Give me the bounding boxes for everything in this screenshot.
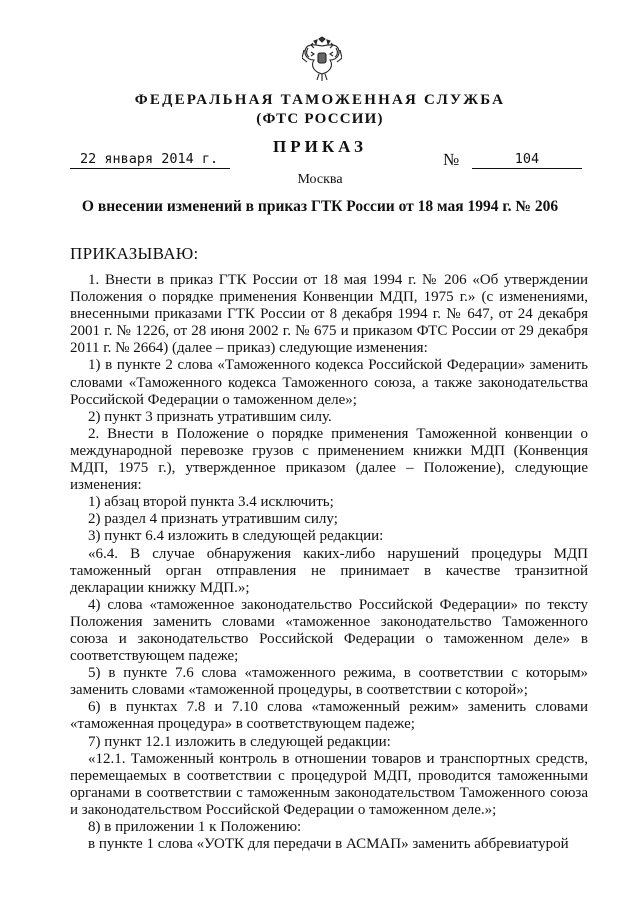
paragraph: 5) в пункте 7.6 слова «таможенного режима, в соответствии с которым» заменить словами «таможенной процедуры, в соответствии с которой»; bbox=[70, 665, 588, 699]
paragraph: 1) в пункте 2 слова «Таможенного кодекса Российской Федерации» заменить словами «Таможенного кодекса Таможенного союза, а также законодательства Российской Федерации о таможенном деле»; bbox=[70, 357, 588, 408]
paragraph: в пункте 1 слова «УОТК для передачи в АСМАП» заменить аббревиатурой bbox=[88, 836, 569, 853]
paragraph: 8) в приложении 1 к Положению: bbox=[88, 819, 302, 835]
city: Москва bbox=[297, 172, 343, 187]
paragraph: «6.4. В случае обнаружения каких-либо нарушений процедуры МДП таможенный орган отправления не принимает в качестве транзитной декларации книжку МДП.»; bbox=[70, 545, 588, 596]
paragraph: 2) пункт 3 признать утратившим силу. bbox=[88, 408, 332, 425]
paragraph: 7) пункт 12.1 изложить в следующей редакции: bbox=[88, 733, 391, 750]
paragraph: 1. Внести в приказ ГТК России от 18 мая 1994 г. № 206 «Об утверждении Положения о порядке применения Конвенции МДП, 1975 г.» (с изменениями, внесенными приказами ГТК России от 8 декабря 1994 г. № 647, от 24 декабря 2001 г. № 1226, от 28 июня 2002 г. № 675 и приказом ФТС России от 29 декабря 2011 г. № 2664) (далее – приказ) следующие изменения: bbox=[70, 272, 588, 357]
document-date: 22 января 2014 г. bbox=[70, 151, 230, 169]
document-number: 104 bbox=[472, 151, 582, 169]
paragraph: 4) слова «таможенное законодательство Российской Федерации» по тексту Положения заменить словами «таможенное законодательство Таможенного союза и законодательство Российской Федерации о таможенном деле» в соответствующем падеже; bbox=[70, 596, 588, 665]
document-type: ПРИКАЗ bbox=[273, 137, 367, 156]
document-title: О внесении изменений в приказ ГТК России от 18 мая 1994 г. № 206 bbox=[81, 198, 559, 215]
paragraph: «12.1. Таможенный контроль в отношении товаров и транспортных средств, перемещаемых в соответствии с процедурой МДП, проводится таможенными органами в соответствии с таможенным законодательством Таможенного союза и законодательством Российской Федерации о таможенном деле.»; bbox=[70, 750, 588, 818]
paragraph: 3) пункт 6.4 изложить в следующей редакции: bbox=[88, 528, 384, 545]
agency-short-name: (ФТС РОССИИ) bbox=[256, 111, 384, 127]
paragraph: 2. Внести в Положение о порядке применения Таможенной конвенции о международной перевозке грузов с применением книжки МДП (Конвенция МДП, 1975 г.), утвержденное приказом (далее – Положение), следующие изменения: bbox=[70, 425, 588, 494]
document-body bbox=[70, 272, 588, 853]
order-word: ПРИКАЗЫВАЮ: bbox=[70, 244, 199, 263]
number-label: № bbox=[443, 150, 460, 169]
paragraph: 2) раздел 4 признать утратившим силу; bbox=[88, 511, 338, 528]
double-headed-eagle-emblem-icon bbox=[302, 36, 342, 82]
paragraph: 1) абзац второй пункта 3.4 исключить; bbox=[88, 494, 334, 511]
paragraph: 6) в пунктах 7.8 и 7.10 слова «таможенный режим» заменить словами «таможенная процедура» в соответствующем падеже; bbox=[70, 699, 588, 733]
agency-name: ФЕДЕРАЛЬНАЯ ТАМОЖЕННАЯ СЛУЖБА bbox=[134, 92, 506, 108]
